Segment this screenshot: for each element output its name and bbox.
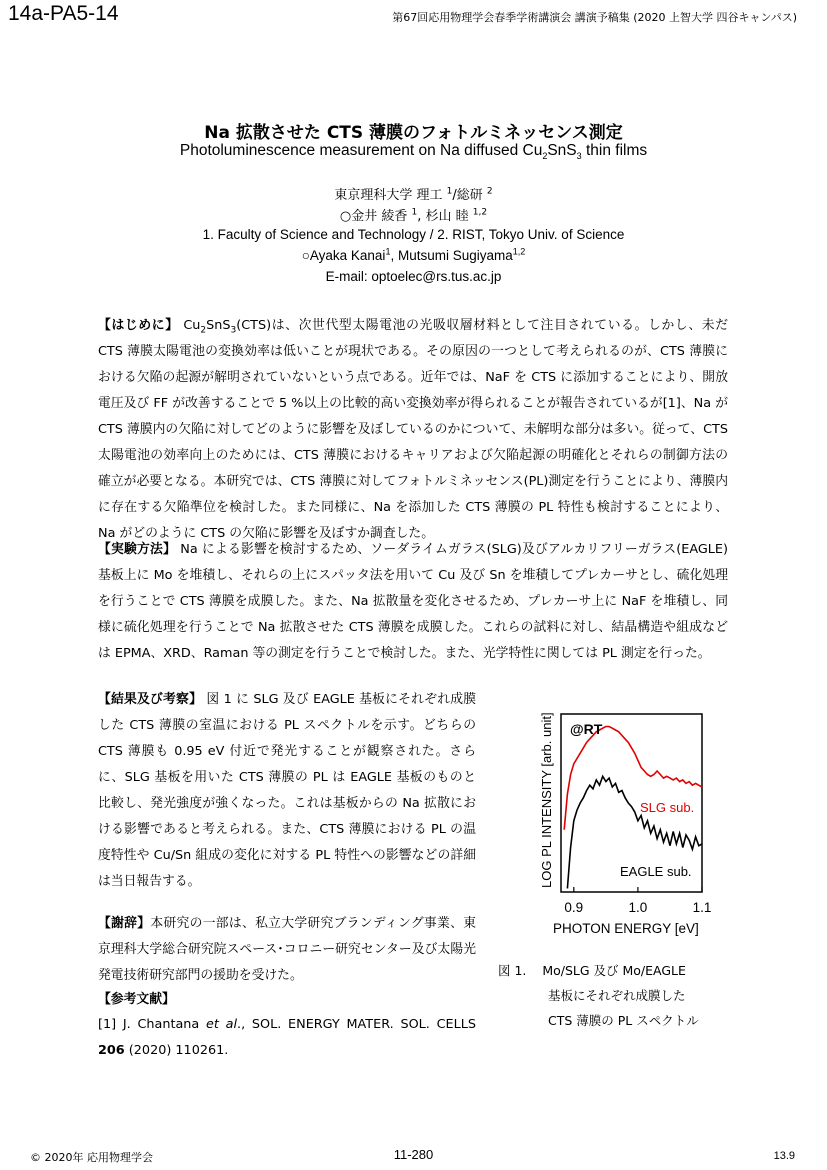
figure-caption <box>498 958 728 1033</box>
caption-label: 図 1. <box>498 963 527 978</box>
caption-line2: 基板にそれぞれ成膜した <box>548 988 686 1003</box>
legend-slg-label: SLG sub. <box>640 800 695 815</box>
x-tick-labels <box>564 900 711 915</box>
pl-spectrum-chart <box>528 708 738 948</box>
intro-section: 【はじめに】 $Cu_2SnS_3(CTS)$は、次世代型太陽電池の光吸収層材料として注目されている。しかし、未だ CTS 薄膜太陽電池の変換効率は低いことが現状である。その原因の一つとして考えられるのが、CTS 薄膜における欠陥の起源が解明されていないという点である。近年では、NaF を CTS に添加することにより、開放電圧及び FF が改善することで 5 %以上の比較的高い変換効率が得られることが報告されているが[1]、Na が CTS 薄膜内の欠陥に対してどのように影響を及ぼしているのかについて、未解明な部分は多い。従って、CTS 太陽電池の効率向上のためには、CTS 薄膜におけるキャリアおよび欠陥起源の明確化とそれらの制御方法の確立が必要となる。本研究では、CTS 薄膜に対してフォトルミネッセンス(PL)測定を行うことにより、薄膜内に存在する欠陥準位を検討した。また同様に、Na を添加した CTS 薄膜の PL 特性も検討することにより、Na がどのように CTS の欠陥に影響を及ぼすか調査した。 <box>98 318 728 541</box>
y-axis-label: LOG PL INTENSITY [arb. unit] <box>539 712 554 888</box>
authors-japanese: ○金井 綾香 $^1$, 杉山 睦 $^{1,2}$ <box>339 207 488 224</box>
footer-page-number: 11-280 <box>393 1147 434 1162</box>
ack-heading: 【謝辞】 <box>98 916 151 931</box>
x-tick-label: 1.1 <box>692 900 712 915</box>
title-english: Photoluminescence measurement on Na diffused $Cu_2SnS_3$ thin films <box>179 142 648 162</box>
reference-1: [1] J. Chantana et al., SOL. ENERGY MATER. SOL. CELLS 206 (2020) 110261. <box>98 1017 476 1058</box>
annotation-label: @RT <box>570 721 603 737</box>
methods-text: Na による影響を検討するため、ソーダライムガラス(SLG)及びアルカリフリーガラス(EAGLE)基板上に Mo を堆積し、それらの上にスパッタ法を用いて Cu 及び Sn を堆積してプレカーサとし、硫化処理を行うことで CTS 薄膜を成膜した。また、Na 拡散量を変化させるため、プレカーサ上に NaF を堆積し、同様に硫化処理を行うことで Na 拡散させた CTS 薄膜を成膜した。これらの試料に対し、結晶構造や組成などは EPMA、XRD、Raman 等の測定を行うことで検討した。また、光学特性に関しては PL 測定を行った。 <box>98 542 729 661</box>
x-tick-label: 0.9 <box>564 900 584 915</box>
affiliation-english: 1. Faculty of Science and Technology / 2. RIST, Tokyo Univ. of Science <box>202 227 625 242</box>
methods-section <box>98 537 728 667</box>
authors-english: ○Ayaka Kanai$^1$, Mutsumi Sugiyama$^{1,2}$ <box>301 246 526 263</box>
conference-header: 第67回応用物理学会春季学術講演会 講演予稿集 (2020 上智大学 四谷キャンパス) <box>392 11 797 24</box>
x-tick-label: 1.0 <box>628 900 648 915</box>
email: E-mail: optoelec@rs.tus.ac.jp <box>325 269 502 284</box>
references-heading: 【参考文献】 <box>98 992 175 1007</box>
legend-eagle-label: EAGLE sub. <box>620 864 692 879</box>
results-heading: 【結果及び考察】 <box>98 692 203 707</box>
results-text: 図 1 に SLG 及び EAGLE 基板にそれぞれ成膜した CTS 薄膜の室温における PL スペクトルを示す。どちらの CTS 薄膜も 0.95 eV 付近で発光することが観察された。さらに、SLG 基板を用いた CTS 薄膜の PL は EAGLE 基板のものと比較し、発光強度が強くなった。これは基板からの Na 拡散における影響であると考えられる。また、CTS 薄膜における PL の温度特性や Cu/Sn 組成の変化に対する PL 特性への影響などの詳細は当日報告する。 <box>98 692 477 889</box>
intro-heading: 【はじめに】 <box>98 318 179 333</box>
affiliation-japanese: 東京理科大学 理工 $^1$/総研 $^2$ <box>334 186 493 203</box>
intro-text: (CTS)は、次世代型太陽電池の光吸収層材料として注目されている。しかし、未だ CTS 薄膜太陽電池の変換効率は低いことが現状である。その原因の一つとして考えられるのが、CTS 薄膜における欠陥の起源が解明されていないという点である。近年では、NaF を CTS に添加することにより、開放電圧及び FF が改善することで 5 %以上の比較的高い変換効率が得られることが報告されているが[1]、Na が CTS 薄膜内の欠陥に対してどのように影響を及ぼしているのかについて、未解明な部分は多い。従って、CTS 太陽電池の効率向上のためには、CTS 薄膜におけるキャリアおよび欠陥起源の明確化とそれらの制御方法の確立が必要となる。本研究では、CTS 薄膜に対してフォトルミネッセンス(PL)測定を行うことにより、薄膜内に存在する欠陥準位を検討した。また同様に、Na を添加した CTS 薄膜の PL 特性も検討することにより、Na がどのように CTS の欠陥に影響を及ぼすか調査した。 <box>98 318 728 541</box>
caption-line1: Mo/SLG 及び Mo/EAGLE <box>542 963 686 978</box>
footer-copyright: © 2020年 応用物理学会 <box>30 1151 153 1164</box>
title-japanese: Na 拡散させた CTS 薄膜のフォトルミネッセンス測定 <box>204 123 623 143</box>
paper-id: 14a-PA5-14 <box>8 2 119 25</box>
results-section <box>98 687 476 895</box>
x-axis-label: PHOTON ENERGY [eV] <box>553 921 699 936</box>
footer-version: 13.9 <box>773 1150 795 1162</box>
acknowledgment-section <box>98 911 476 989</box>
methods-heading: 【実験方法】 <box>98 542 176 557</box>
caption-line3: CTS 薄膜の PL スペクトル <box>548 1013 699 1028</box>
ack-text: 本研究の一部は、私立大学研究ブランディング事業、東京理科大学総合研究院スペース･コロニー研究センター及び太陽光発電技術研究部門の援助を受けた。 <box>98 916 476 983</box>
